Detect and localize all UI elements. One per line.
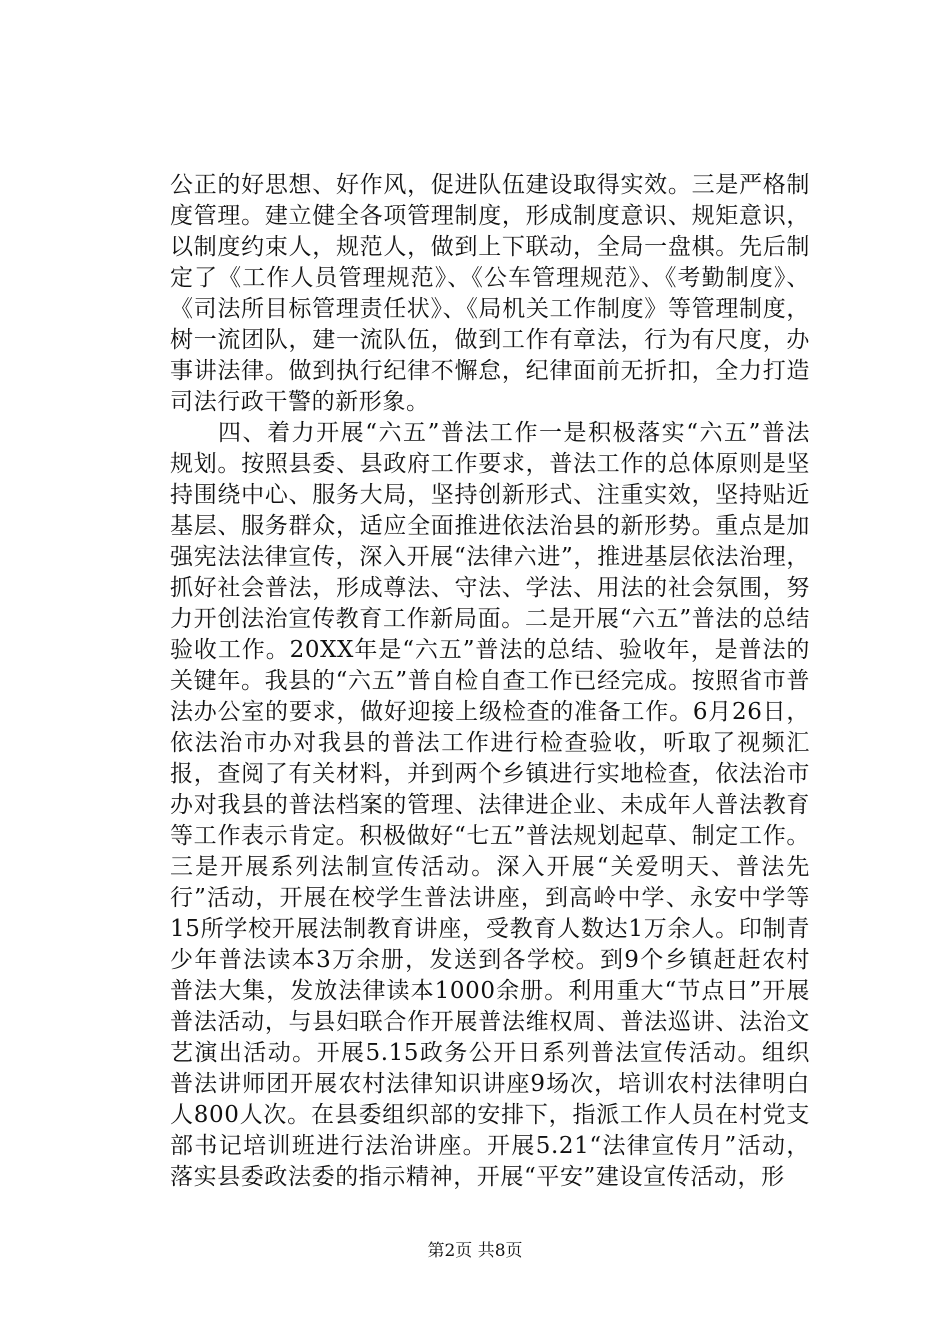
document-body: [170, 170, 810, 1193]
paragraph-section-four: 四、着力开展“六五”普法工作一是积极落实“六五”普法规划。按照县委、县政府工作要求，普法工作的总体原则是坚持围绕中心、服务大局，坚持创新形式、注重实效，坚持贴近基层、服务群众，适应全面推进依法治县的新形势。重点是加强宪法法律宣传，深入开展“法律六进”，推进基层依法治理，抓好社会普法，形成尊法、守法、学法、用法的社会氛围，努力开创法治宣传教育工作新局面。二是开展“六五”普法的总结验收工作。20XX年是“六五”普法的总结、验收年，是普法的关键年。我县的“六五”普自检自查工作已经完成。按照省市普法办公室的要求，做好迎接上级检查的准备工作。6月26日，依法治市办对我县的普法工作进行检查验收，听取了视频汇报，查阅了有关材料，并到两个乡镇进行实地检查，依法治市办对我县的普法档案的管理、法律进企业、未成年人普法教育等工作表示肯定。积极做好“七五”普法规划起草、制定工作。三是开展系列法制宣传活动。深入开展“关爱明天、普法先行”活动，开展在校学生普法讲座，到高岭中学、永安中学等15所学校开展法制教育讲座，受教育人数达1万余人。印制青少年普法读本3万余册，发送到各学校。到9个乡镇赶赶农村普法大集，发放法律读本1000余册。利用重大“节点日”开展普法活动，与县妇联合作开展普法维权周、普法巡讲、法治文艺演出活动。开展5.15政务公开日系列普法宣传活动。组织普法讲师团开展农村法律知识讲座9场次，培训农村法律明白人800人次。在县委组织部的安排下，指派工作人员在村党支部书记培训班进行法治讲座。开展5.21“法律宣传月”活动，落实县委政法委的指示精神，开展“平安”建设宣传活动，形: [170, 420, 810, 1190]
page-footer: 第2页 共8页: [427, 1241, 523, 1261]
paragraph-continued: 公正的好思想、好作风，促进队伍建设取得实效。三是严格制度管理。建立健全各项管理制度，形成制度意识、规矩意识，以制度约束人，规范人，做到上下联动，全局一盘棋。先后制定了《工作人员管理规范》、《公车管理规范》、《考勤制度》、《司法所目标管理责任状》、《局机关工作制度》等管理制度，树一流团队，建一流队伍，做到工作有章法，行为有尺度，办事讲法律。做到执行纪律不懈怠，纪律面前无折扣，全力打造司法行政干警的新形象。: [170, 172, 810, 415]
